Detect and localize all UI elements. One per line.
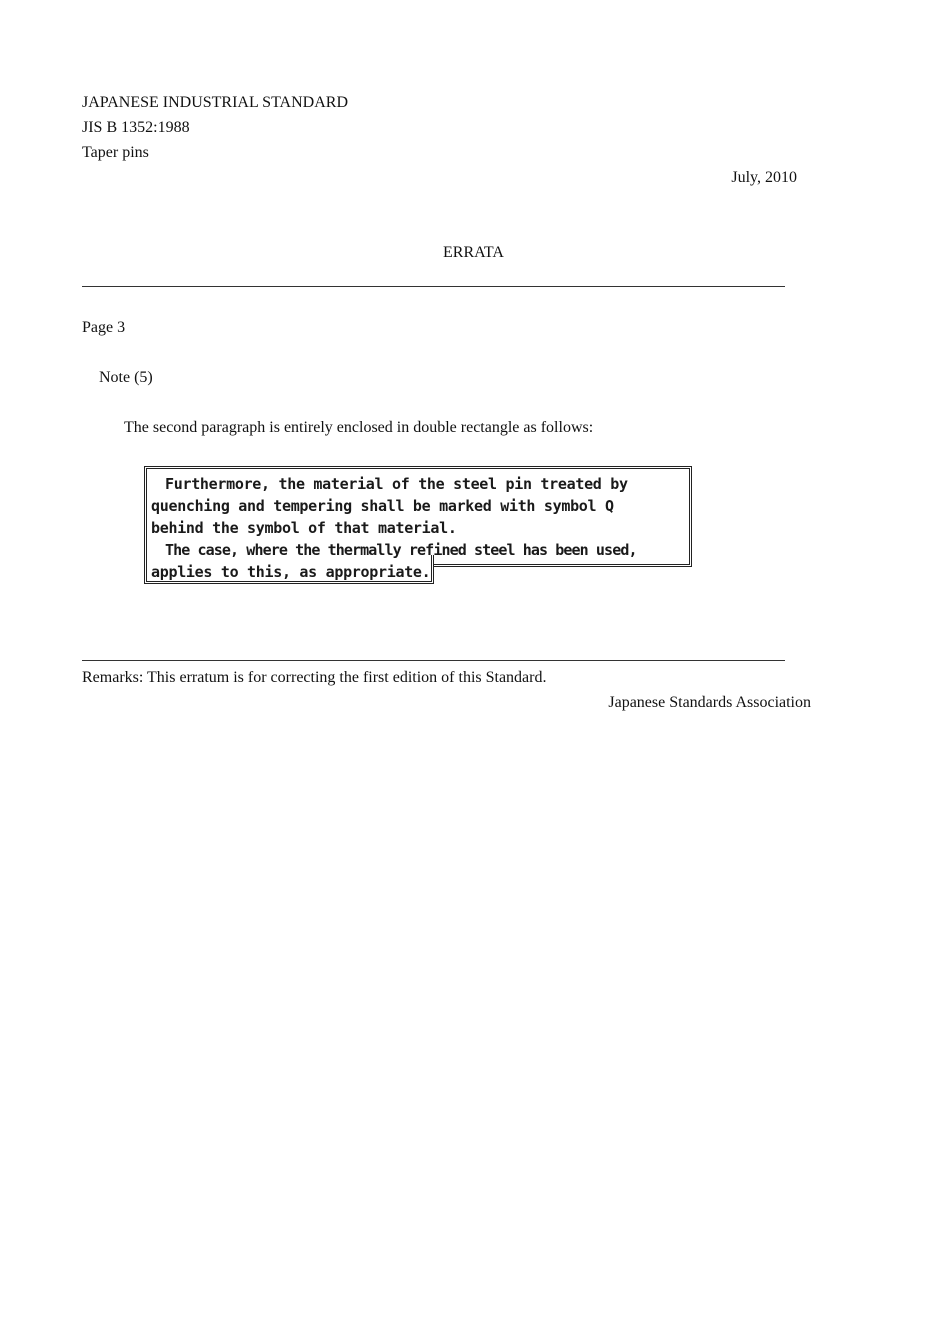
publication-date: July, 2010 xyxy=(731,169,797,186)
standard-number: JIS B 1352:1988 xyxy=(82,119,190,136)
bottom-divider xyxy=(82,660,785,661)
boxed-line-2: quenching and tempering shall be marked with symbol Q xyxy=(151,497,614,515)
remarks-text: Remarks: This erratum is for correcting the first edition of this Standard. xyxy=(82,669,547,686)
boxed-line-3: behind the symbol of that material. xyxy=(151,519,457,537)
publisher-name: Japanese Standards Association xyxy=(608,694,811,711)
instruction-text: The second paragraph is entirely enclosed in double rectangle as follows: xyxy=(124,419,594,436)
boxed-line-4: The case, where the thermally refined steel has been used, xyxy=(165,541,637,559)
errata-title: ERRATA xyxy=(443,244,504,261)
standard-title: Taper pins xyxy=(82,144,149,161)
note-reference: Note (5) xyxy=(99,369,153,386)
top-divider xyxy=(82,286,785,287)
standard-type: JAPANESE INDUSTRIAL STANDARD xyxy=(82,94,348,111)
boxed-line-1: Furthermore, the material of the steel pin treated by xyxy=(165,475,628,493)
boxed-line-5: applies to this, as appropriate. xyxy=(151,563,431,581)
page-reference: Page 3 xyxy=(82,319,126,336)
